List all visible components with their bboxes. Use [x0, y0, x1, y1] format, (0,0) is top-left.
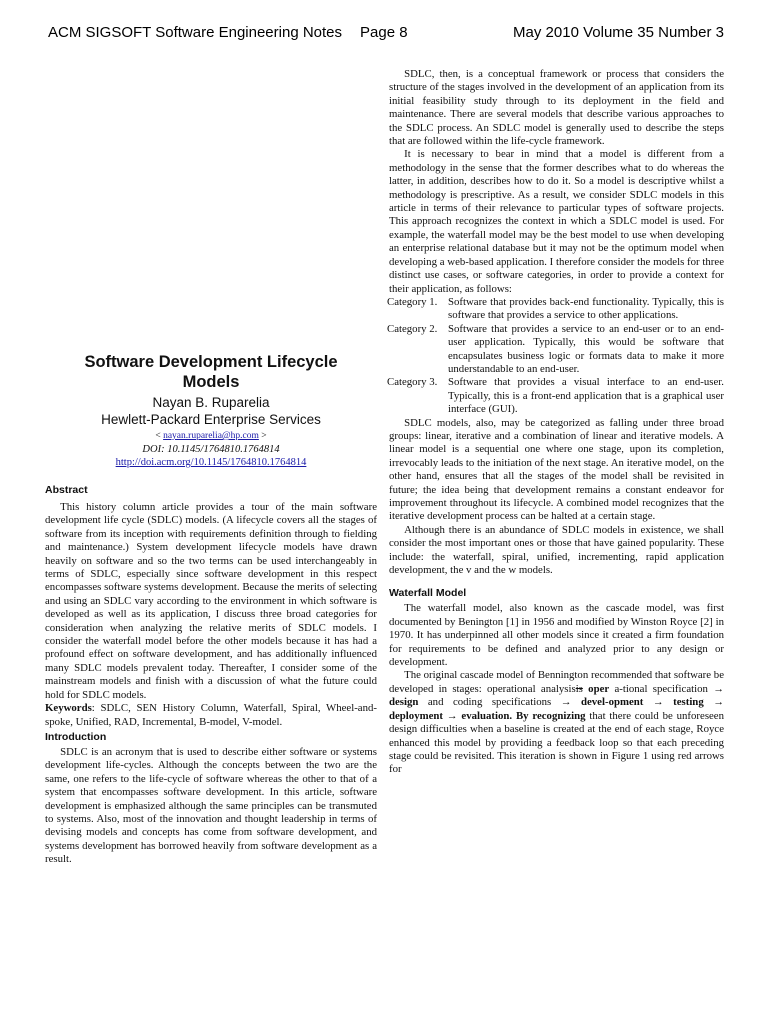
keywords-paragraph [45, 702, 377, 729]
page-number: Page 8 [360, 24, 408, 41]
cascade-text-mid-1: a-tional specification [609, 682, 714, 695]
author-affiliation: Hewlett-Packard Enterprise Services [101, 412, 321, 427]
category-1 [389, 296, 724, 323]
model-vs-methodology-paragraph: It is necessary to bear in mind that a model is different from a methodology in the sense that the former describes what to do whereas the latter, in addition, describes how to do it. So a model is descriptive whilst a methodology is prescriptive. As a result, we consider SDLC models in this article in terms of their relevance to particular types of software projects. This approach recognizes the context in which a SDLC model is used. For example, the waterfall model may be the best model to use when developing an enterprise relational database but it may not be the optimum model when developing a web-based application. I therefore consider the models for three distinct use cases, or software categories, in order to provide a context for their application, as follows: [389, 148, 724, 295]
paper-title [45, 352, 377, 392]
right-column [389, 68, 724, 777]
doi-text: DOI: 10.1145/1764810.1764814 [142, 444, 280, 455]
cascade-arrow-design: → design [389, 682, 725, 709]
cascade-text-start: The original cascade model of Bennington recommended that software be developed in stages: operational analysis [389, 669, 724, 695]
email-close: > [258, 431, 267, 441]
cascade-text-mid-2: and coding specifications [418, 696, 561, 709]
cascade-struck-text: is [575, 682, 583, 695]
sdlc-groups-paragraph: SDLC models, also, may be categorized as falling under three broad groups: linear, iterative and a combination of linear and iterative models. A linear model is a sequential one where one stage, upon its completion, irrevocably leads to the initiation of the next stage. An iterative model, on the other hand, ensures that all the stages of the model shall be revisited in future; the idea being that development remains a constant endeavor for improvement throughout its lifecycle. A combined model recognizes that the iterative development process can be halted at a certain stage. [389, 416, 724, 523]
abstract-paragraph: This history column article provides a tour of the main software development life cycle (SDLC) models. (A lifecycle covers all the stages of software from its inception with requirements definition through to fielding and maintenance.) System development lifecycle models have drawn heavily on software and so the two terms can be used interchangeably in terms of SDLC, especially since software development in this respect encompasses software systems development. Because the merits of selecting and using an SDLC vary according to the environment in which software is developed as well as its application, I discuss three broad categories for consideration when analyzing the relative merits of SDLC models. I consider the waterfall model before the other models because it has had a profound effect on software development, and has additionally influenced many SDLC models prevalent today. Thereafter, I consider some of the mainstream models and finish with a discussion of what the future could hold for SDLC models. [45, 501, 377, 701]
category-3 [389, 376, 724, 416]
category-1-label: Category 1. [387, 295, 438, 308]
category-2-label: Category 2. [387, 322, 438, 335]
cascade-text-end: that there could be unforeseen design difficulties when a baseline is created at the end of each stage, Royce enhanced this model by providing a feedback loop so that each preceding stage could be revisited. This iteration is shown in Figure 1 using red arrows for [389, 709, 725, 776]
title-line-1: Software Development Lifecycle [84, 353, 338, 371]
category-2 [389, 323, 724, 377]
author-name: Nayan B. Ruparelia [152, 395, 270, 410]
page-header [0, 0, 768, 44]
cascade-arrow-stages: → devel-opment → testing → deployment → evaluation. By recognizing [389, 696, 724, 722]
waterfall-history-paragraph: The waterfall model, also known as the cascade model, was first documented by Benington [1] in 1956 and modified by Winston Royce [2] in 1970. It has underpinned all other models since it created a firm foundation for requirements to be defined and analyzed prior to any design or development. [389, 602, 724, 669]
category-3-text: Software that provides a visual interface to an end-user. Typically, this is a front-end application that is a graphical user interface (GUI). [448, 376, 724, 416]
title-block [45, 352, 377, 470]
cascade-bold-oper: oper [582, 682, 610, 695]
author-email-link[interactable]: nayan.ruparelia@hp.com [163, 431, 259, 441]
category-2-text: Software that provides a service to an end-user or to an end-user application. Typically, this would be software that encapsulates business logic or formats data to make it more understandable to an end-user. [448, 322, 724, 375]
left-column [45, 352, 377, 867]
category-3-label: Category 3. [387, 376, 438, 389]
issue-info: May 2010 Volume 35 Number 3 [513, 24, 724, 41]
sdlc-models-list-paragraph: Although there is an abundance of SDLC models in existence, we shall consider the most important ones or those that have gained popularity. These include: the waterfall, spiral, unified, incrementing, rapid application development, the v and the w models. [389, 523, 724, 577]
cascade-model-paragraph [389, 669, 724, 776]
category-1-text: Software that provides back-end functionality. Typically, this is software that provides a service to other applications. [448, 295, 724, 322]
keywords-text: : SDLC, SEN History Column, Waterfall, Spiral, Wheel-and-spoke, Unified, RAD, Incremental, B-model, V-model. [45, 702, 377, 728]
keywords-label: Keywords [45, 702, 92, 715]
email-open: < [155, 431, 164, 441]
doi-url-link[interactable]: http://doi.acm.org/10.1145/1764810.1764814 [115, 457, 307, 468]
introduction-heading: Introduction [45, 730, 107, 743]
introduction-paragraph: SDLC is an acronym that is used to describe either software or systems development life-cycles. Although the concepts between the two are the same, one refers to the life-cycle of software whereas the other to that of a system that encompasses software development. In this article, software development is emphasized although the same principles can be transmuted to systems. Also, most of the innovation and thought leadership in terms of devising models and concepts has come from software development, and systems development has borrowed heavily from software development as a result. [45, 745, 377, 866]
sdlc-framework-paragraph: SDLC, then, is a conceptual framework or process that considers the structure of the stages involved in the development of an application from its initial feasibility study through to its deployment in the field and maintenance. There are several models that describe various approaches to the SDLC process. An SDLC model is generally used to describe the steps that are followed within the life-cycle framework. [389, 68, 724, 148]
journal-name: ACM SIGSOFT Software Engineering Notes [48, 24, 343, 41]
author-email-line [45, 430, 377, 443]
waterfall-heading: Waterfall Model [389, 587, 467, 600]
abstract-heading: Abstract [45, 484, 88, 496]
title-line-2: Models [182, 373, 240, 391]
